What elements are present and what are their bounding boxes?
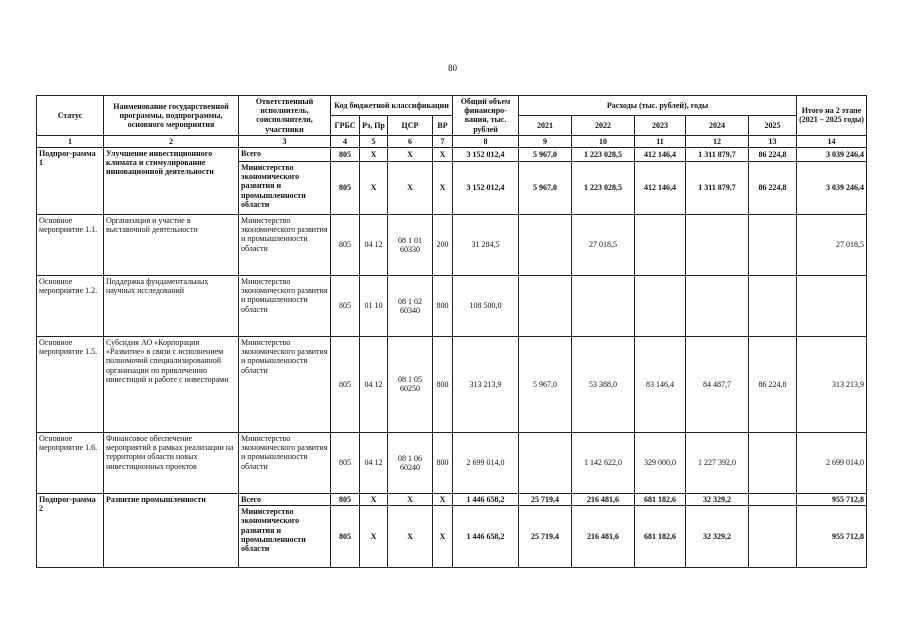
header-budget-code: Код бюджетной классификации <box>331 96 453 116</box>
cell-2025 <box>749 493 797 505</box>
table-row <box>37 214 867 275</box>
cell-csr: 08 1 05 60250 <box>388 336 433 432</box>
cell-rzpr: X <box>360 506 388 568</box>
table-row <box>37 275 867 336</box>
budget-table <box>36 95 867 568</box>
header-csr: ЦСР <box>388 115 433 135</box>
cell-2024: 32 329,2 <box>686 493 749 505</box>
cell-rzpr: 04 12 <box>360 432 388 493</box>
cell-csr: 08 1 02 60340 <box>388 275 433 336</box>
cell-2022: 216 481,6 <box>572 506 635 568</box>
cell-2024: 1 227 392,0 <box>686 432 749 493</box>
page-number: 80 <box>448 63 457 73</box>
cell-2022: 1 142 622,0 <box>572 432 635 493</box>
cell-2024 <box>686 214 749 275</box>
cell-total: 3 152 012,4 <box>453 147 519 161</box>
row-status: Основное мероприятие 1.1. <box>37 214 104 275</box>
cell-2022: 53 388,0 <box>572 336 635 432</box>
column-number: 11 <box>635 135 686 147</box>
cell-2021: 25 719,4 <box>519 493 572 505</box>
cell-grbs: 805 <box>331 432 360 493</box>
row-executor: Министерство экономического развития и промышленности области <box>239 506 331 568</box>
row-executor: Министерство экономического развития и промышленности области <box>239 275 331 336</box>
cell-csr: X <box>388 493 433 505</box>
cell-stage: 2 699 014,0 <box>797 432 867 493</box>
cell-2021: 5 967,0 <box>519 147 572 161</box>
cell-stage: 3 039 246,4 <box>797 147 867 161</box>
cell-csr: X <box>388 506 433 568</box>
column-number: 3 <box>239 135 331 147</box>
row-name: Развитие промышленности <box>104 493 239 567</box>
header-year-2023: 2023 <box>635 115 686 135</box>
cell-2022: 1 223 028,5 <box>572 147 635 161</box>
cell-vr: 800 <box>433 432 453 493</box>
table-row <box>37 493 867 505</box>
row-executor: Всего <box>239 147 331 161</box>
cell-rzpr: X <box>360 493 388 505</box>
header-year-2025: 2025 <box>749 115 797 135</box>
column-number: 9 <box>519 135 572 147</box>
cell-2023: 412 146,4 <box>635 147 686 161</box>
header-year-2022: 2022 <box>572 115 635 135</box>
header-name: Наименование государственной программы, подпрограммы, основного мероприятия <box>104 96 239 136</box>
cell-2025 <box>749 506 797 568</box>
cell-2021: 5 967,0 <box>519 161 572 214</box>
column-number: 14 <box>797 135 867 147</box>
row-name: Финансовое обеспечение мероприятий в рамках реализации на территории области новых инвестиционных проектов <box>104 432 239 493</box>
cell-2022: 27 018,5 <box>572 214 635 275</box>
cell-2024: 1 311 879,7 <box>686 147 749 161</box>
cell-stage: 955 712,8 <box>797 493 867 505</box>
cell-grbs: 805 <box>331 147 360 161</box>
cell-vr: X <box>433 506 453 568</box>
column-number: 2 <box>104 135 239 147</box>
cell-2023: 329 000,0 <box>635 432 686 493</box>
cell-2025: 86 224,8 <box>749 336 797 432</box>
cell-2023: 412 146,4 <box>635 161 686 214</box>
header-expenses: Расходы (тыс. рублей), годы <box>519 96 797 116</box>
row-name: Улучшение инвестиционного климата и стимулирование инновационной деятельности <box>104 147 239 214</box>
cell-2021 <box>519 214 572 275</box>
cell-2023: 83 146,4 <box>635 336 686 432</box>
header-total-stage2: Итого на 2 этапе (2021 – 2025 годы) <box>797 96 867 136</box>
cell-rzpr: X <box>360 161 388 214</box>
cell-2021 <box>519 432 572 493</box>
cell-total: 313 213,9 <box>453 336 519 432</box>
cell-vr: 800 <box>433 336 453 432</box>
row-executor: Министерство экономического развития и промышленности области <box>239 214 331 275</box>
row-status: Подпрог-рамма 2 <box>37 493 104 567</box>
row-status: Подпрог-рамма 1 <box>37 147 104 214</box>
table-row <box>37 336 867 432</box>
cell-2025 <box>749 275 797 336</box>
column-number: 10 <box>572 135 635 147</box>
table-row <box>37 432 867 493</box>
cell-2023: 681 182,6 <box>635 493 686 505</box>
cell-stage <box>797 275 867 336</box>
cell-2024: 84 487,7 <box>686 336 749 432</box>
cell-csr: 08 1 01 60330 <box>388 214 433 275</box>
cell-2025: 86 224,8 <box>749 161 797 214</box>
column-number: 13 <box>749 135 797 147</box>
cell-2025 <box>749 432 797 493</box>
cell-total: 3 152 012,4 <box>453 161 519 214</box>
cell-2024 <box>686 275 749 336</box>
header-total-volume: Общий объем финансиро-вания, тыс. рублей <box>453 96 519 136</box>
cell-vr: X <box>433 493 453 505</box>
cell-vr: X <box>433 147 453 161</box>
column-number: 4 <box>331 135 360 147</box>
cell-2021: 25 719,4 <box>519 506 572 568</box>
row-name: Поддержка фундаментальных научных исследований <box>104 275 239 336</box>
cell-2022 <box>572 275 635 336</box>
cell-rzpr: 04 12 <box>360 336 388 432</box>
cell-vr: X <box>433 161 453 214</box>
cell-2024: 1 311 879,7 <box>686 161 749 214</box>
cell-stage: 27 018,5 <box>797 214 867 275</box>
cell-2023: 681 182,6 <box>635 506 686 568</box>
column-number: 12 <box>686 135 749 147</box>
row-name: Субсидия АО «Корпорация «Развитие» в связи с исполнением полномочий специализированной организации по привлечению инвестиций и работе с инвесторами <box>104 336 239 432</box>
cell-2021: 5 967,0 <box>519 336 572 432</box>
cell-csr: X <box>388 147 433 161</box>
cell-2022: 1 223 028,5 <box>572 161 635 214</box>
column-number-row <box>37 135 867 147</box>
header-year-2024: 2024 <box>686 115 749 135</box>
row-executor: Министерство экономического развития и промышленности области <box>239 432 331 493</box>
header-vr: ВР <box>433 115 453 135</box>
row-status: Основное мероприятие 1.2. <box>37 275 104 336</box>
header-status: Статус <box>37 96 104 136</box>
cell-rzpr: 04 12 <box>360 214 388 275</box>
cell-csr: X <box>388 161 433 214</box>
cell-grbs: 805 <box>331 336 360 432</box>
row-name: Организация и участие в выставочной деятельности <box>104 214 239 275</box>
cell-rzpr: 01 10 <box>360 275 388 336</box>
cell-2025: 86 224,8 <box>749 147 797 161</box>
column-number: 8 <box>453 135 519 147</box>
column-number: 1 <box>37 135 104 147</box>
cell-2022: 216 481,6 <box>572 493 635 505</box>
cell-grbs: 805 <box>331 161 360 214</box>
cell-rzpr: X <box>360 147 388 161</box>
cell-stage: 313 213,9 <box>797 336 867 432</box>
cell-stage: 955 712,8 <box>797 506 867 568</box>
column-number: 6 <box>388 135 433 147</box>
row-status: Основное мероприятие 1.6. <box>37 432 104 493</box>
header-grbs: ГРБС <box>331 115 360 135</box>
header-row-1 <box>37 96 867 116</box>
row-executor: Всего <box>239 493 331 505</box>
cell-grbs: 805 <box>331 506 360 568</box>
cell-stage: 3 039 246,4 <box>797 161 867 214</box>
cell-total: 1 446 658,2 <box>453 506 519 568</box>
table-row <box>37 147 867 161</box>
header-rzpr: Рз, Пр <box>360 115 388 135</box>
header-executor: Ответственный исполнитель, соисполнители, участники <box>239 96 331 136</box>
cell-total: 108 500,0 <box>453 275 519 336</box>
cell-2021 <box>519 275 572 336</box>
cell-grbs: 805 <box>331 275 360 336</box>
cell-total: 2 699 014,0 <box>453 432 519 493</box>
cell-csr: 08 1 06 60240 <box>388 432 433 493</box>
cell-total: 31 284,5 <box>453 214 519 275</box>
header-year-2021: 2021 <box>519 115 572 135</box>
column-number: 7 <box>433 135 453 147</box>
cell-total: 1 446 658,2 <box>453 493 519 505</box>
row-executor: Министерство экономического развития и промышленности области <box>239 161 331 214</box>
row-executor: Министерство экономического развития и промышленности области <box>239 336 331 432</box>
cell-2023 <box>635 214 686 275</box>
cell-2023 <box>635 275 686 336</box>
row-status: Основное мероприятие 1.5. <box>37 336 104 432</box>
column-number: 5 <box>360 135 388 147</box>
cell-vr: 200 <box>433 214 453 275</box>
cell-grbs: 805 <box>331 493 360 505</box>
cell-vr: 800 <box>433 275 453 336</box>
cell-2025 <box>749 214 797 275</box>
cell-2024: 32 329,2 <box>686 506 749 568</box>
cell-grbs: 805 <box>331 214 360 275</box>
